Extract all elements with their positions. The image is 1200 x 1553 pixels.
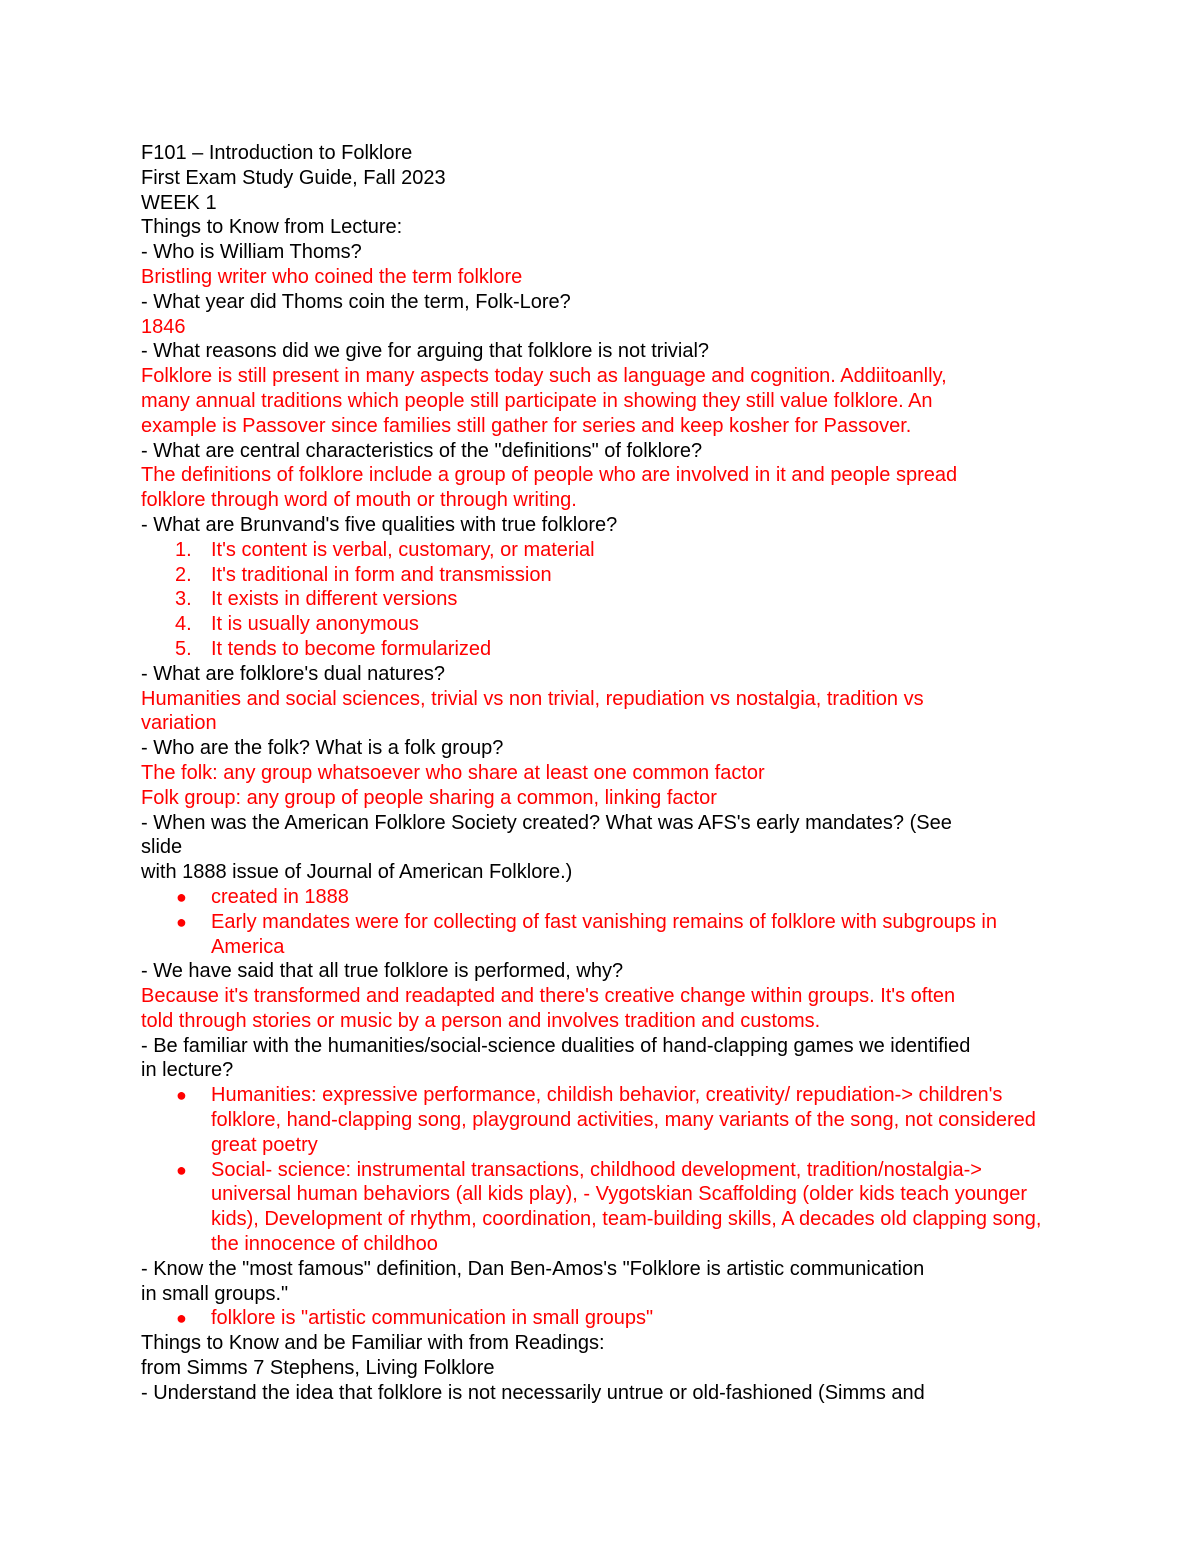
- list-number: 4.: [175, 613, 192, 636]
- text-line: - Know the "most famous" definition, Dan Ben-Amos's "Folklore is artistic communication: [141, 1257, 925, 1280]
- text-line: WEEK 1: [141, 191, 217, 214]
- list-item-text: Social- science: instrumental transactions, childhood development, tradition/nostalgia-> universal human behaviors (all kids play), - Vygotskian Scaffolding (older kids teach younger kids), Development of rhythm, coordination, team-building skills, A decades old clapping song, the innocence of childhoo: [211, 1158, 1042, 1256]
- list-number: 1.: [175, 538, 192, 561]
- list-item-text: It's content is verbal, customary, or material: [211, 538, 595, 561]
- list-number: 2.: [175, 563, 192, 586]
- bullet-icon: ●: [176, 1085, 187, 1106]
- numbered-list-item: [141, 637, 1060, 662]
- list-item-text: Humanities: expressive performance, childish behavior, creativity/ repudiation-> children's folklore, hand-clapping song, playground activities, many variants of the song, not considered great poetry: [211, 1084, 1036, 1156]
- numbered-list-item: [141, 587, 1060, 612]
- list-item-text: Early mandates were for collecting of fast vanishing remains of folklore with subgroups in America: [211, 910, 997, 958]
- text-line: - What are Brunvand's five qualities with true folklore?: [141, 513, 618, 536]
- text-line: - Who is William Thoms?: [141, 241, 362, 264]
- bullet-icon: ●: [176, 886, 187, 907]
- bullet-list-item: [141, 1083, 1060, 1157]
- numbered-list-item: [141, 612, 1060, 637]
- answer-line: example is Passover since families still gather for series and keep kosher for Passover.: [141, 414, 912, 437]
- bullet-list-item: [141, 1306, 1060, 1331]
- text-line: - Understand the idea that folklore is not necessarily untrue or old-fashioned (Simms and: [141, 1381, 925, 1404]
- list-item-text: folklore is "artistic communication in small groups": [211, 1307, 654, 1330]
- list-item-text: created in 1888: [211, 885, 349, 908]
- text-line: - When was the American Folklore Society created? What was AFS's early mandates? (See: [141, 811, 952, 834]
- text-line: - What year did Thoms coin the term, Folk-Lore?: [141, 290, 571, 313]
- answer-line: Because it's transformed and readapted and there's creative change within groups. It's often: [141, 985, 956, 1008]
- text-line: with 1888 issue of Journal of American Folklore.): [141, 861, 573, 884]
- answer-line: Folk group: any group of people sharing a common, linking factor: [141, 786, 717, 809]
- text-line: - Who are the folk? What is a folk group?: [141, 737, 504, 760]
- text-line: in small groups.": [141, 1282, 289, 1305]
- answer-line: Bristling writer who coined the term folklore: [141, 265, 523, 288]
- text-line: First Exam Study Guide, Fall 2023: [141, 166, 446, 189]
- text-line: slide: [141, 836, 183, 859]
- text-line: Things to Know from Lecture:: [141, 216, 403, 239]
- answer-line: The folk: any group whatsoever who share at least one common factor: [141, 761, 765, 784]
- answer-line: 1846: [141, 315, 186, 338]
- list-item-text: It exists in different versions: [211, 588, 458, 611]
- answer-line: told through stories or music by a person and involves tradition and customs.: [141, 1009, 821, 1032]
- list-item-text: It's traditional in form and transmission: [211, 563, 552, 586]
- answer-line: Humanities and social sciences, trivial vs non trivial, repudiation vs nostalgia, tradition vs: [141, 687, 924, 710]
- text-line: Things to Know and be Familiar with from Readings:: [141, 1332, 605, 1355]
- bullet-icon: ●: [176, 911, 187, 932]
- text-line: - Be familiar with the humanities/social-science dualities of hand-clapping games we identified: [141, 1034, 971, 1057]
- text-line: F101 – Introduction to Folklore: [141, 142, 413, 164]
- answer-line: folklore through word of mouth or through writing.: [141, 489, 577, 512]
- answer-line: many annual traditions which people still participate in showing they still value folklore. An: [141, 389, 933, 412]
- list-item-text: It tends to become formularized: [211, 637, 492, 660]
- list-number: 3.: [175, 588, 192, 611]
- bullet-icon: ●: [176, 1159, 187, 1180]
- answer-line: Folklore is still present in many aspects today such as language and cognition. Addiitoanlly,: [141, 365, 947, 388]
- text-line: from Simms 7 Stephens, Living Folklore: [141, 1357, 495, 1380]
- text-line: - What are folklore's dual natures?: [141, 662, 445, 685]
- list-item-text: It is usually anonymous: [211, 613, 419, 636]
- bullet-list-item: [141, 1158, 1060, 1257]
- answer-line: The definitions of folklore include a group of people who are involved in it and people spread: [141, 464, 958, 487]
- numbered-list-item: [141, 563, 1060, 588]
- bullet-list-item: [141, 910, 1060, 960]
- text-line: - We have said that all true folklore is performed, why?: [141, 960, 624, 983]
- text-line: in lecture?: [141, 1059, 234, 1082]
- bullet-icon: ●: [176, 1308, 187, 1329]
- numbered-list-item: [141, 538, 1060, 563]
- bullet-list-item: [141, 885, 1060, 910]
- text-line: - What reasons did we give for arguing that folklore is not trivial?: [141, 340, 710, 363]
- list-number: 5.: [175, 637, 192, 660]
- answer-line: variation: [141, 712, 217, 735]
- text-line: - What are central characteristics of the "definitions" of folklore?: [141, 439, 703, 462]
